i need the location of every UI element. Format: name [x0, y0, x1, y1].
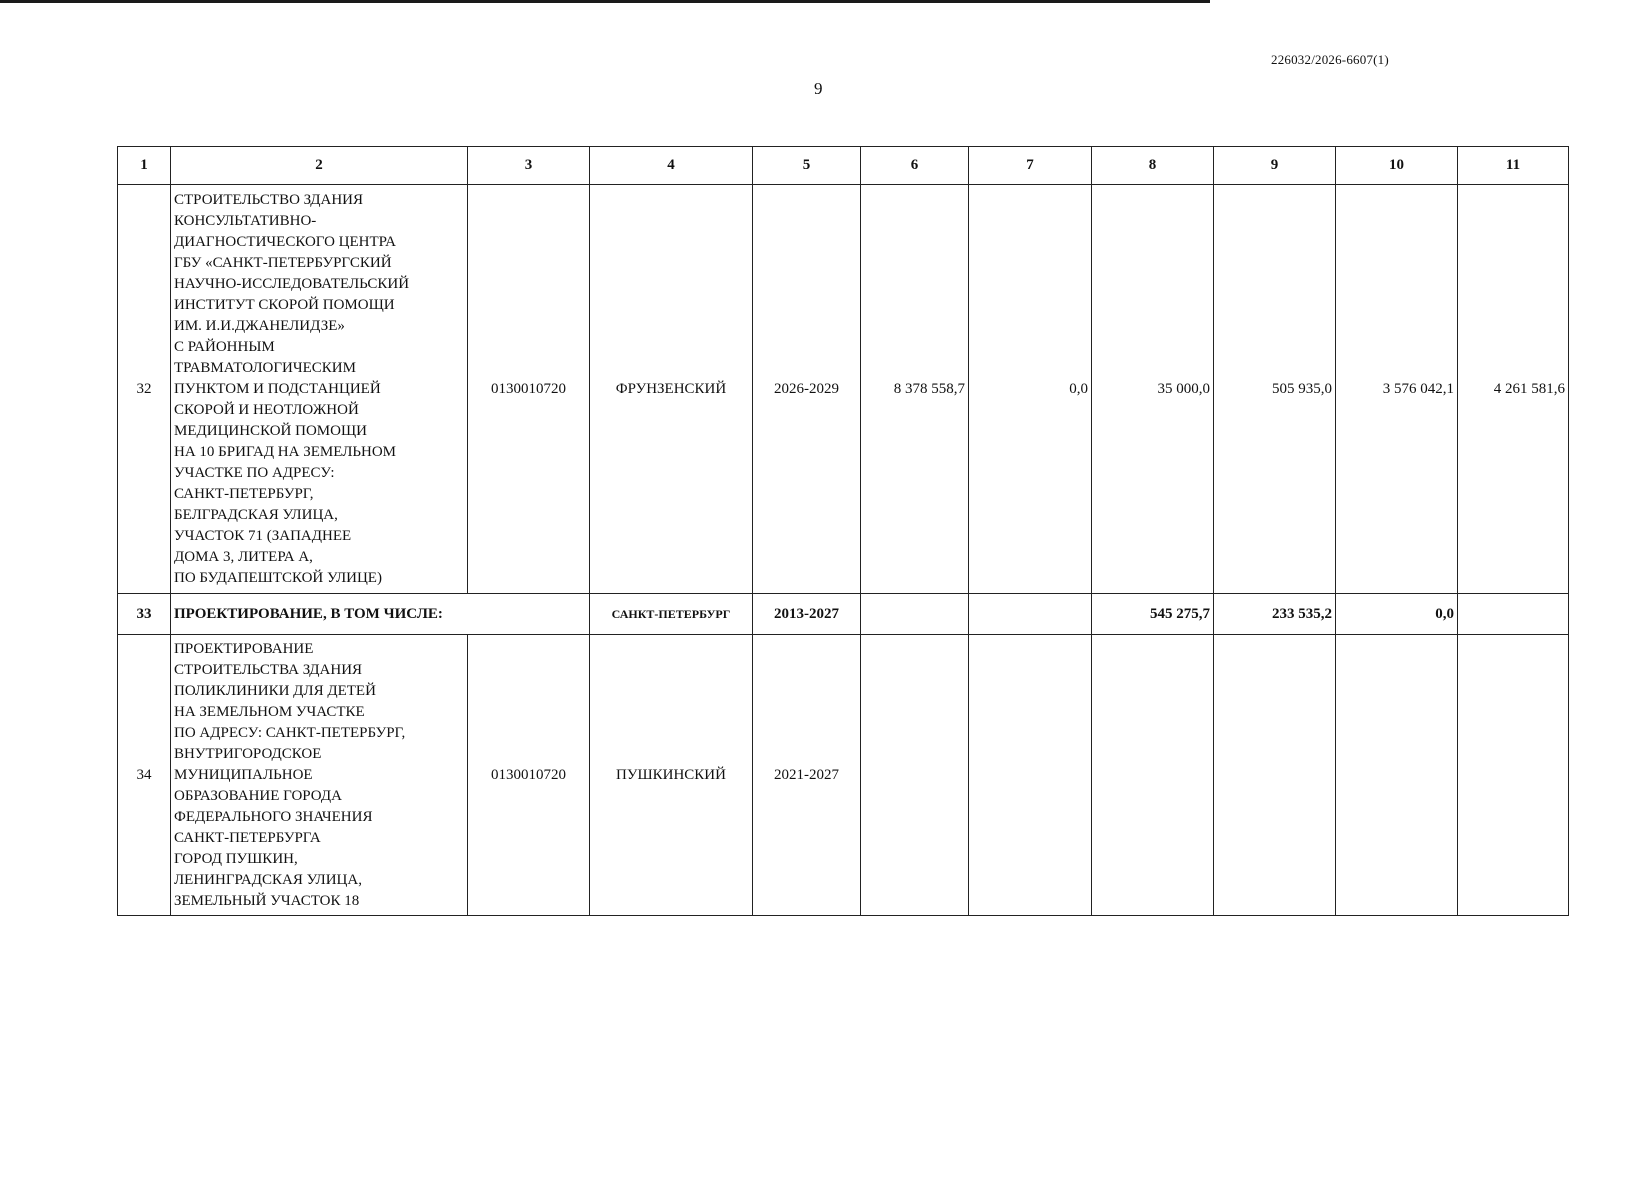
header-cell: 9 — [1214, 147, 1336, 185]
data-table — [117, 146, 1569, 916]
header-cell: 4 — [590, 147, 753, 185]
value-col-6: 8 378 558,7 — [861, 185, 969, 594]
header-cell: 10 — [1336, 147, 1458, 185]
top-border-line — [0, 0, 1210, 3]
district: САНКТ-ПЕТЕРБУРГ — [590, 594, 753, 635]
value-col-9: 505 935,0 — [1214, 185, 1336, 594]
header-cell: 7 — [969, 147, 1092, 185]
value-col-7: 0,0 — [969, 185, 1092, 594]
value-col-9 — [1214, 635, 1336, 916]
header-cell: 8 — [1092, 147, 1214, 185]
value-col-10 — [1336, 635, 1458, 916]
document-number: 226032/2026-6607(1) — [1271, 52, 1389, 67]
header-cell: 5 — [753, 147, 861, 185]
row-number: 32 — [118, 185, 171, 594]
value-col-7 — [969, 635, 1092, 916]
table-row — [118, 594, 1569, 635]
value-col-10: 3 576 042,1 — [1336, 185, 1458, 594]
object-name — [171, 635, 468, 916]
header-cell: 2 — [171, 147, 468, 185]
value-col-6 — [861, 635, 969, 916]
value-col-8 — [1092, 635, 1214, 916]
object-name — [171, 185, 468, 594]
budget-code: 0130010720 — [468, 635, 590, 916]
value-col-9: 233 535,2 — [1214, 594, 1336, 635]
header-cell: 1 — [118, 147, 171, 185]
page-number: 9 — [814, 79, 823, 98]
budget-code: 0130010720 — [468, 185, 590, 594]
district: ПУШКИНСКИЙ — [590, 635, 753, 916]
value-col-11 — [1458, 635, 1569, 916]
object-name-text: ПРОЕКТИРОВАНИЕ СТРОИТЕЛЬСТВА ЗДАНИЯ ПОЛИКЛИНИКИ ДЛЯ ДЕТЕЙ НА ЗЕМЕЛЬНОМ УЧАСТКЕ ПО АДРЕСУ: САНКТ-ПЕТЕРБУРГ, ВНУТРИГОРОДСКОЕ МУНИЦИПАЛЬНОЕ ОБРАЗОВАНИЕ ГОРОДА ФЕДЕРАЛЬНОГО ЗНАЧЕНИЯ САНКТ-ПЕТЕРБУРГА ГОРОД ПУШКИН, ЛЕНИНГРАДСКАЯ УЛИЦА, ЗЕМЕЛЬНЫЙ УЧАСТОК 18 — [174, 640, 406, 909]
table-row — [118, 635, 1569, 916]
period: 2013-2027 — [753, 594, 861, 635]
value-col-11 — [1458, 594, 1569, 635]
header-cell: 11 — [1458, 147, 1569, 185]
object-name: ПРОЕКТИРОВАНИЕ, В ТОМ ЧИСЛЕ: — [171, 594, 590, 635]
row-number: 33 — [118, 594, 171, 635]
header-cell: 3 — [468, 147, 590, 185]
district: ФРУНЗЕНСКИЙ — [590, 185, 753, 594]
header-cell: 6 — [861, 147, 969, 185]
period: 2021-2027 — [753, 635, 861, 916]
value-col-11: 4 261 581,6 — [1458, 185, 1569, 594]
object-name-text: СТРОИТЕЛЬСТВО ЗДАНИЯ КОНСУЛЬТАТИВНО- ДИАГНОСТИЧЕСКОГО ЦЕНТРА ГБУ «САНКТ-ПЕТЕРБУРГСКИЙ НАУЧНО-ИССЛЕДОВАТЕЛЬСКИЙ ИНСТИТУТ СКОРОЙ ПОМОЩИ ИМ. И.И.ДЖАНЕЛИДЗЕ» С РАЙОННЫМ ТРАВМАТОЛОГИЧЕСКИМ ПУНКТОМ И ПОДСТАНЦИЕЙ СКОРОЙ И НЕОТЛОЖНОЙ МЕДИЦИНСКОЙ ПОМОЩИ НА 10 БРИГАД НА ЗЕМЕЛЬНОМ УЧАСТКЕ ПО АДРЕСУ: САНКТ-ПЕТЕРБУРГ, БЕЛГРАДСКАЯ УЛИЦА, УЧАСТОК 71 (ЗАПАДНЕЕ ДОМА 3, ЛИТЕРА А, ПО БУДАПЕШТСКОЙ УЛИЦЕ) — [174, 191, 410, 586]
row-number: 34 — [118, 635, 171, 916]
table-row — [118, 185, 1569, 594]
value-col-10: 0,0 — [1336, 594, 1458, 635]
value-col-7 — [969, 594, 1092, 635]
value-col-6 — [861, 594, 969, 635]
value-col-8: 545 275,7 — [1092, 594, 1214, 635]
value-col-8: 35 000,0 — [1092, 185, 1214, 594]
period: 2026-2029 — [753, 185, 861, 594]
table-header-row — [118, 147, 1569, 185]
